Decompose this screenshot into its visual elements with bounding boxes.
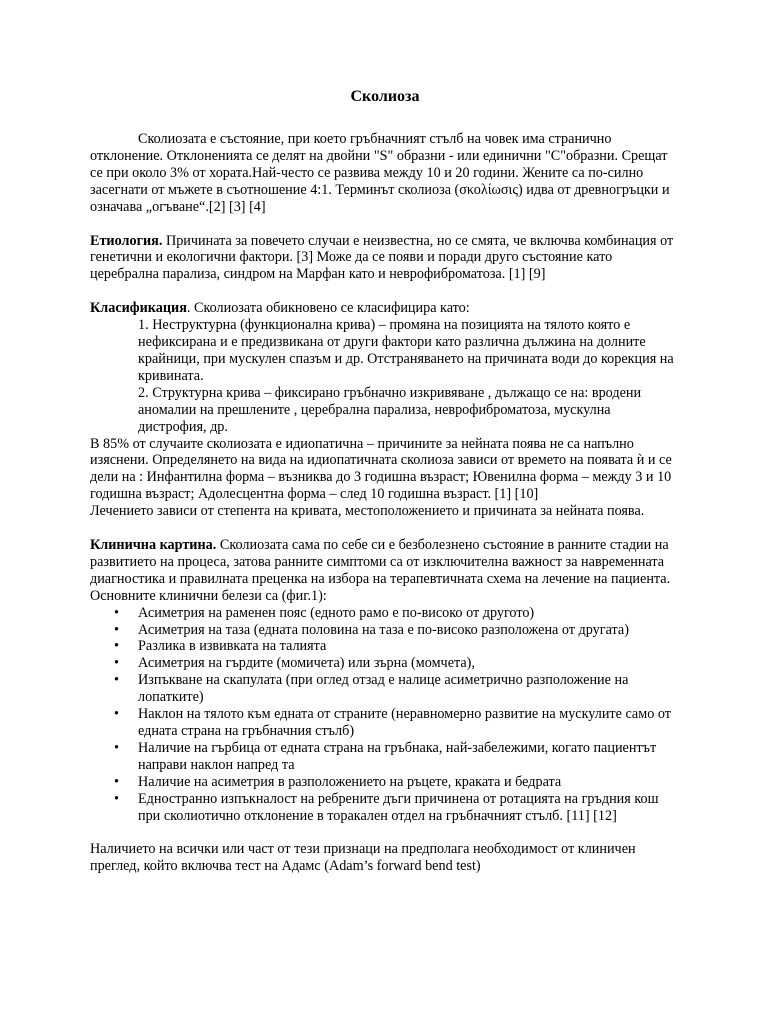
list-item: • Разлика в извивката на талията xyxy=(114,638,327,655)
bullet-icon: • xyxy=(114,672,119,689)
intro-paragraph: Сколиозата е състояние, при което гръбначният стълб на човек има странично отклонение. Отклоненията се делят на двойни "S" образни - или единични "C"образни. Срещат се при около 3% от хората.Най-често се развива между 10 и 20 години. Жените са по-силно засегнати от мъжете в съотношение 4:1. Терминът сколиоза (σκολίωσις) идва от древногръцки и означава „огъване“.[2] [3] [4] xyxy=(90,131,670,215)
list-item: • Наклон на тялото към едната от страните (неравномерно развитие на мускулите само от едната страна на гръбначния стълб) xyxy=(114,706,671,739)
classification-heading: Класификация xyxy=(90,300,187,317)
treatment-paragraph: Лечението зависи от степента на кривата, местоположението и причината за нейната поява. xyxy=(90,503,645,520)
etiology-paragraph xyxy=(90,233,680,284)
etiology-text: Причината за повечето случаи е неизвестна, но се смята, че включва комбинация от генетични и екологични фактори. [3] Може да се появи и поради друго състояние като церебрална парализа, синдром на Марфан като и неврофиброматоза. [1] [9] xyxy=(90,232,674,283)
list-item: • Наличие на асиметрия в разположението на ръцете, краката и бедрата xyxy=(114,773,562,790)
list-item: • Асиметрия на таза (едната половина на таза е по-високо разположена от другата) xyxy=(114,621,629,638)
bullet-icon: • xyxy=(114,604,119,621)
conclusion-paragraph: Наличието на всички или част от тези признаци на предполага необходимост от клиничен преглед, който включва тест на Адамс (Adam’s forward bend test) xyxy=(90,841,636,875)
bullet-icon: • xyxy=(114,621,119,638)
idiopathic-paragraph: В 85% от случаите сколиозата е идиопатична – причините за нейната поява не са напълно изяснени. Определянето на вида на идиопатичната сколиоза зависи от времето на появата ѝ и се дели на : Инфантилна форма – възниква до 3 годишна възраст; Ювенилна форма – между 3 и 10 годишна възраст; Адолесцентна форма – след 10 годишна възраст. [1] [10] xyxy=(90,435,672,503)
classification-item-1: 1. Неструктурна (функционална крива) – промяна на позицията на тялото която е нефиксирана и е предизвикана от други фактори като различна дължина на долните крайници, при мускулен спазъм и др. Отстраняването на причината води до корекция на кривината. xyxy=(138,317,674,384)
clinical-paragraph xyxy=(90,537,680,605)
bullet-icon: • xyxy=(114,706,119,723)
page-title: Сколиоза xyxy=(350,88,420,105)
bullet-icon: • xyxy=(114,773,119,790)
list-item: • Асиметрия на раменен пояс (едното рамо е по-високо от другото) xyxy=(114,604,535,621)
clinical-signs-list xyxy=(90,605,680,825)
clinical-heading: Клинична картина. xyxy=(90,537,217,554)
etiology-heading: Етиология. xyxy=(90,232,163,249)
bullet-icon: • xyxy=(114,790,119,807)
bullet-icon: • xyxy=(114,739,119,756)
bullet-icon: • xyxy=(114,655,119,672)
list-item: • Асиметрия на гърдите (момичета) или зърна (момчета), xyxy=(114,655,475,672)
clinical-text: Сколиозата сама по себе си е безболезнено състояние в ранните стадии на развитието на процеса, затова ранните симптоми са от изключителна важност за навременната диагностика и правилната преценка на избора на терапевтичната схема на лечение на пациента. Основните клинични белези са (фиг.1): xyxy=(90,537,671,604)
document-page xyxy=(90,88,680,875)
classification-paragraph xyxy=(90,300,680,317)
classification-text: . Сколиозата обикновено се класифицира като: xyxy=(186,300,470,317)
list-item: • Едностранно изпъкналост на ребрените дъги причинена от ротацията на гръдния кош при сколиотично отклонение в торакален отдел на гръбначният стълб. [11] [12] xyxy=(114,790,659,824)
classification-item-2: 2. Структурна крива – фиксирано гръбначно изкривяване , дължащо се на: вродени аномалии на прешлените , церебрална парализа, неврофиброматоза, мускулна дистрофия, др. xyxy=(138,384,642,435)
list-item: • Наличие на гърбица от едната страна на гръбнака, най-забележими, когато пациентът направи наклон напред та xyxy=(114,739,657,773)
list-item: • Изпъкване на скапулата (при оглед отзад е налице асиметрично разположение на лопатките) xyxy=(114,672,629,706)
bullet-icon: • xyxy=(114,638,119,655)
